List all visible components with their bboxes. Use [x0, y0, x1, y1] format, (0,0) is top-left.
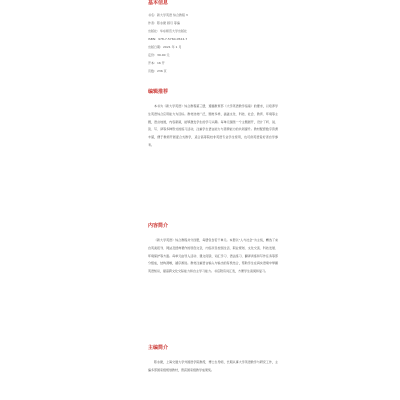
content-intro-section	[148, 223, 278, 276]
content-intro-heading: 内容简介	[148, 223, 169, 229]
basic-info-heading: 基本信息	[148, 0, 169, 6]
field-isbn: ISBN：978-7-5760-0524-7	[148, 37, 188, 41]
content-intro-text: 《新大学英语》综合教程共分四册，每册包含若干单元。本册以“人与社会”为主线，精选了来自英美报刊、网站及经典著作的原创文章，内容涉及校园生活、职业规划、文化交流、科技发展、环境保护等方面。每单元由导入活动、课文阅读、词汇学习、语法练习、翻译训练和写作任务等部分组成，结构清晰，循序渐进。教材注重语言输入与输出的有机结合，帮助学生在真实语境中掌握英语知识，提高跨文化交际能力和自主学习能力。书后附有词汇表，方便学生查阅和复习。	[148, 238, 278, 274]
field-author: 作者：陈永捷 顾月 等编	[148, 21, 180, 25]
editor-recommendation-heading: 编辑推荐	[148, 89, 169, 95]
editor-intro-heading: 主编简介	[148, 345, 169, 351]
editor-intro-text: 陈永捷，上海交通大学外国语学院教授，博士生导师，长期从事大学英语教学与研究工作，主编多部国家级规划教材，曾获国家级教学成果奖。	[148, 360, 278, 372]
editor-recommendation-text: 本书为《新大学英语》综合教程第三册，遵循教育部《大学英语教学指南》的要求，以培养学生英语综合应用能力为目标。教材选材广泛，题材多样，涵盖文化、科技、社会、教育、环境等主题，语言地道，内容新颖，能够激发学生的学习兴趣。每单元围绕一个主题展开，设计了听、说、读、写、译等多种形式的练习活动，注重学生语言能力与思辨能力的共同提升。教材配套数字资源丰富，便于教师开展混合式教学，适合高等院校非英语专业学生使用，也可供英语爱好者自学参考。	[148, 104, 278, 147]
field-date: 出版日期：2021 年 1 月	[148, 45, 182, 49]
basic-info-section	[148, 0, 278, 78]
field-pages: 页数：236 页	[148, 69, 167, 73]
field-title: 书名：新大学英语 综合教程 3	[148, 13, 188, 17]
editor-intro-section	[148, 345, 278, 375]
field-publisher: 出版社：华东师范大学出版社	[148, 29, 188, 33]
field-format: 开本：16 开	[148, 61, 165, 65]
field-price: 定价：39.00 元	[148, 53, 170, 57]
editor-recommendation-section	[148, 89, 278, 150]
